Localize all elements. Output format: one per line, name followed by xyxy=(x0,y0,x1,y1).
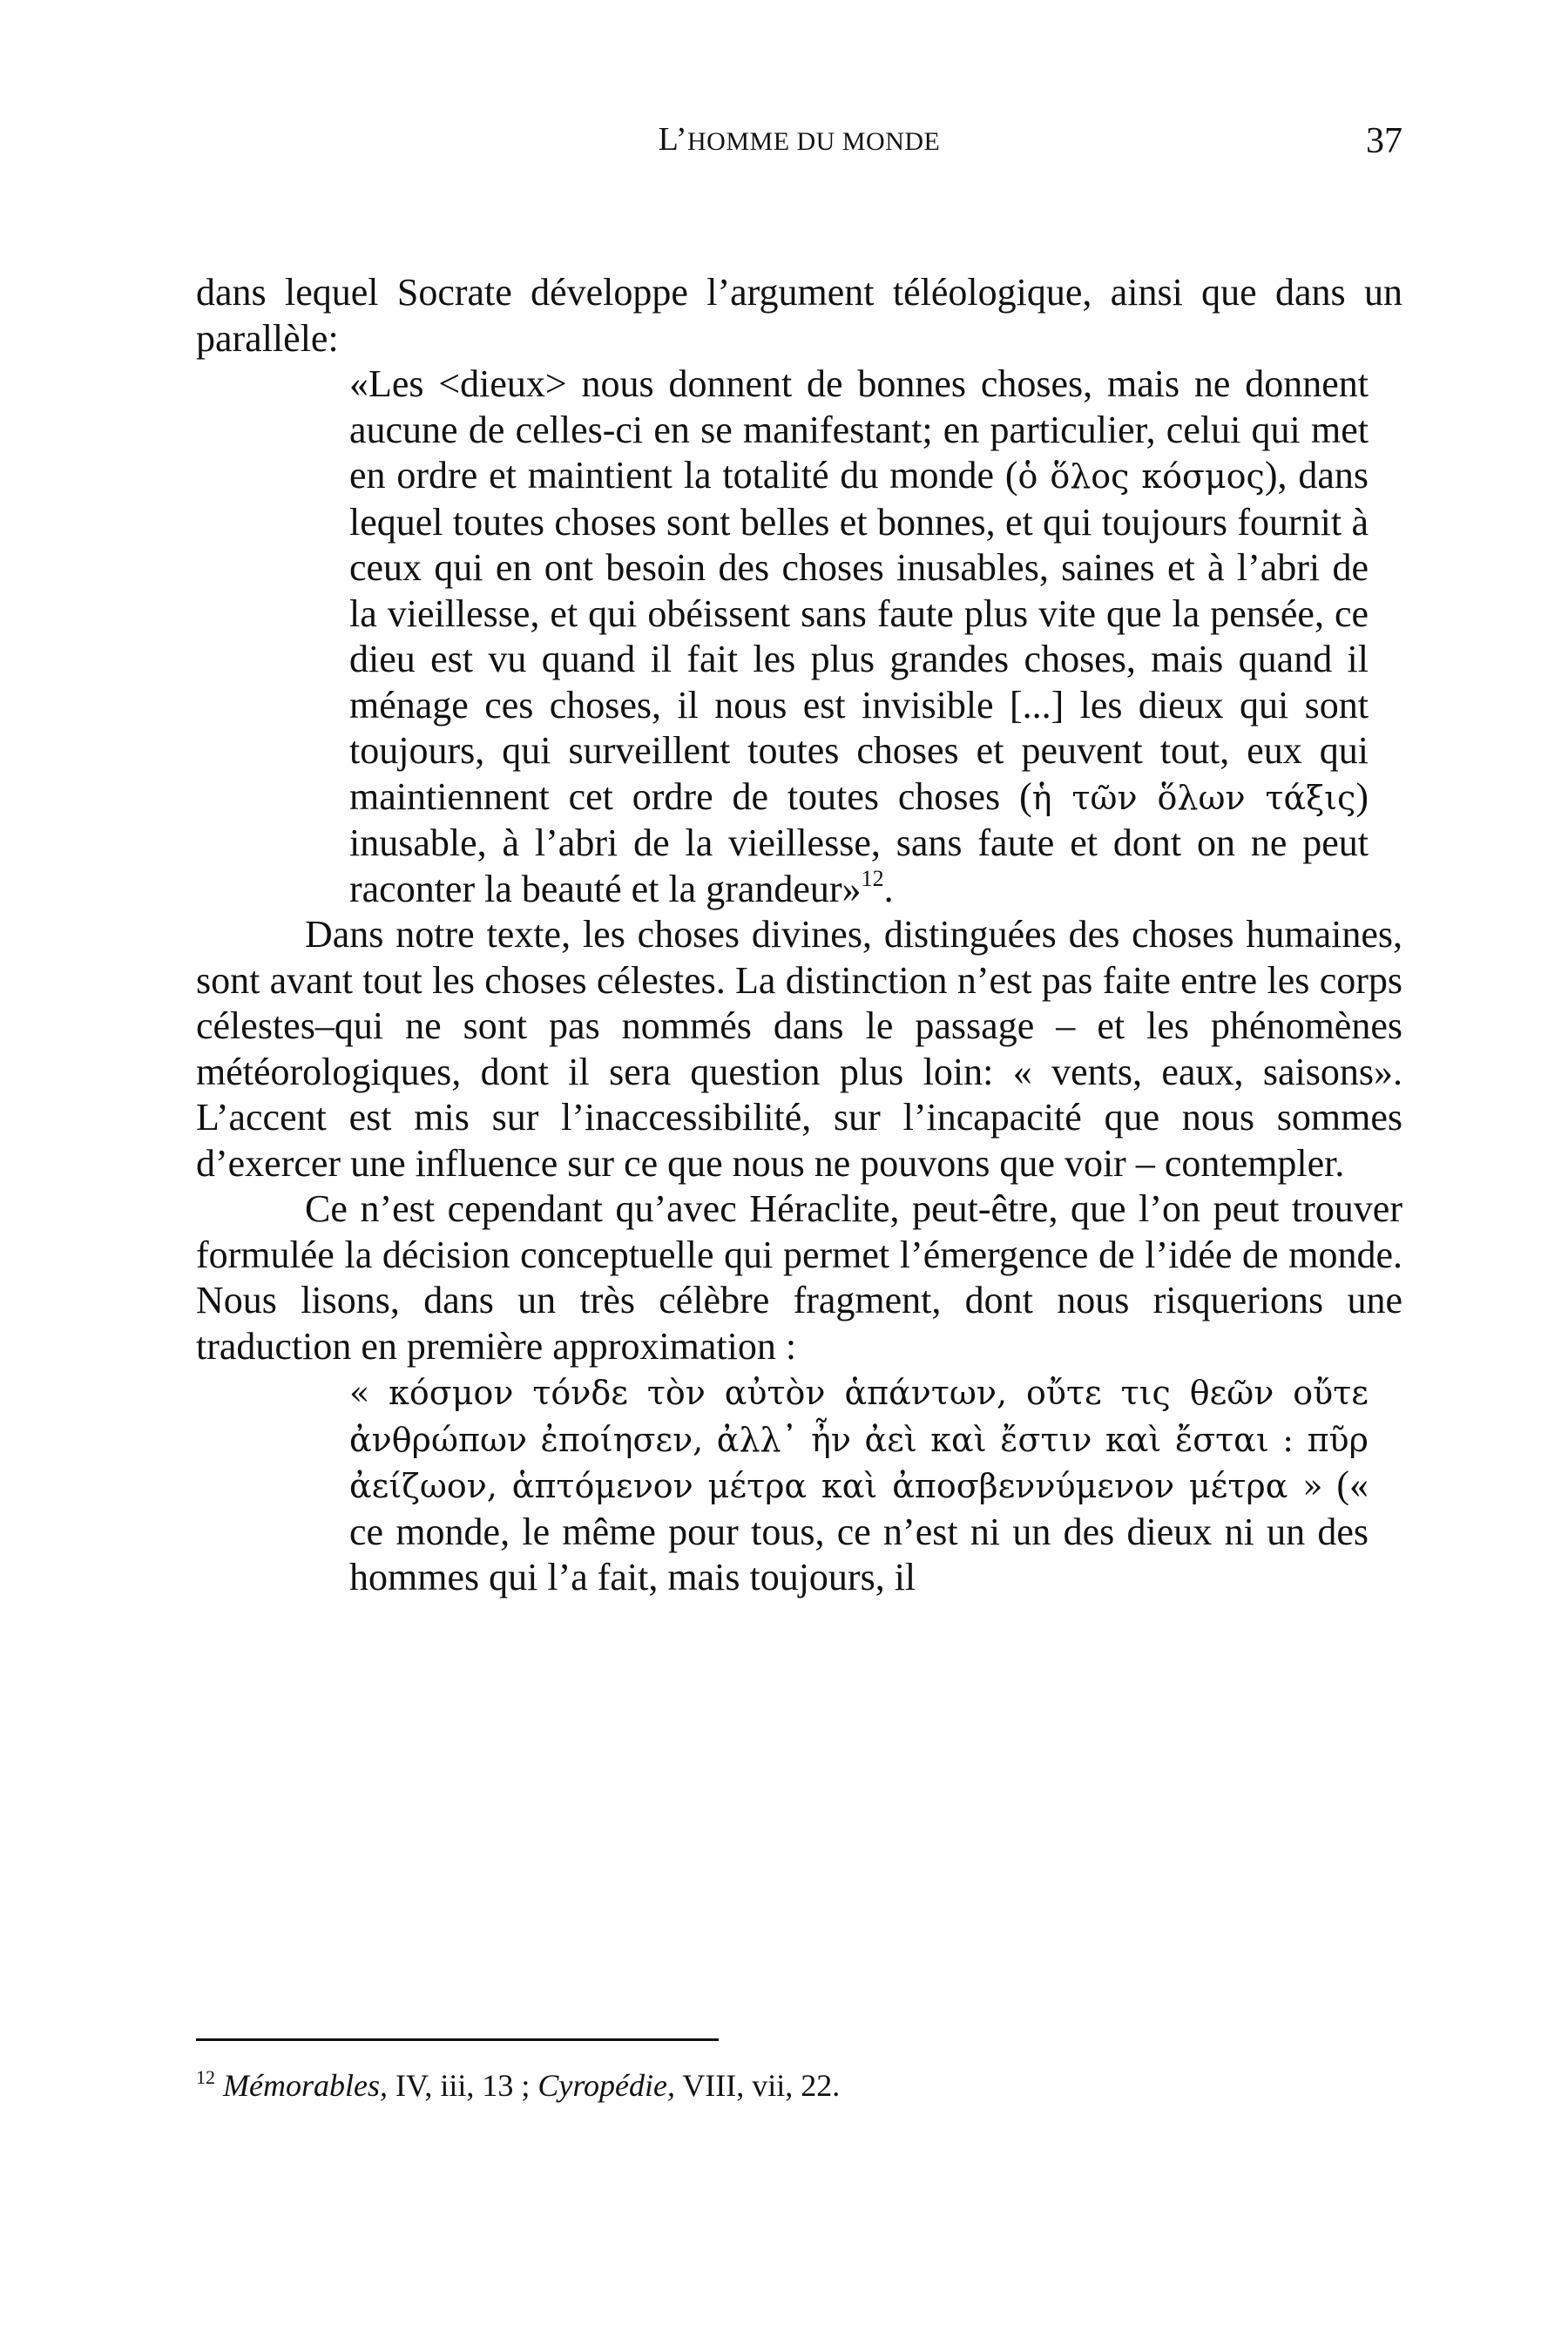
block-quote-xenophon xyxy=(349,362,1369,912)
paragraph-1: dans lequel Socrate développe l’argument téléologique, ainsi que dans un parallèle: xyxy=(196,271,1402,360)
greek-fragment: « κόσμον τόνδε τὸν αὐτὸν ἁπάντων, οὔτε τις θεῶν οὔτε ἀνθρώπων ἐποίησεν, ἀλλ᾽ ἦν ἀεὶ καὶ ἔστιν καὶ ἔσται : πῦρ ἀείζωον, ἁπτόμενον μέτρα καὶ ἀποσβεννύμενον μέτρα » xyxy=(349,1374,1369,1505)
fragment-translation: (« ce monde, le même pour tous, ce n’est ni un des dieux ni un des hommes qui l’a fait, mais toujours, il xyxy=(349,1463,1369,1598)
page-header xyxy=(196,120,1402,172)
body-text xyxy=(196,270,1402,1601)
footnote-work-memorables: Mémorables, xyxy=(223,2068,388,2103)
paragraph-3: Ce n’est cependant qu’avec Héraclite, peut-être, que l’on peut trouver formulée la décision conceptuelle qui permet l’émergence de l’idée de monde. Nous lisons, dans un très célèbre fragment, dont nous risquerions une traduction en première approximation : xyxy=(196,1187,1402,1368)
running-title-rest: HOMME DU MONDE xyxy=(687,127,941,156)
quote-end: . xyxy=(883,867,894,910)
greek-phrase-holos-kosmos: ὁ ὅλος κόσμος xyxy=(1017,457,1265,496)
footnote-ref-2: VIII, vii, 22. xyxy=(674,2068,841,2103)
page-number: 37 xyxy=(1366,121,1402,161)
footnote-number: 12 xyxy=(196,2066,215,2088)
paragraph-2: Dans notre texte, les choses divines, distinguées des choses humaines, sont avant tout les choses célestes. La distinction n’est pas faite entre les corps célestes–qui ne sont pas nommés dans le passage – et les phénomènes météorologiques, dont il sera question plus loin: « vents, eaux, saisons». L’accent est mis sur l’inaccessibilité, sur l’incapacité que nous sommes d’exercer une influence sur ce que nous ne pouvons que voir – contempler. xyxy=(196,913,1402,1185)
footnote-work-cyropedie: Cyropédie, xyxy=(537,2068,675,2103)
running-title xyxy=(196,120,1402,159)
quote-text-c: ) inusable, à l’abri de la vieillesse, sans faute et dont on ne peut raconter la beauté et la grandeur» xyxy=(349,774,1369,910)
block-quote-heraclitus xyxy=(349,1369,1369,1601)
running-title-initial: L’ xyxy=(658,121,688,158)
footnote-12 xyxy=(196,2066,840,2105)
quote-text-a: «Les <dieux> nous donnent de bonnes choses, mais ne donnent aucune de celles-ci en se manifestant; en particulier, celui qui met en ordre et maintient la totalité du monde ( xyxy=(349,362,1369,497)
footnote-reference[interactable]: 12 xyxy=(861,865,884,891)
footnote-divider xyxy=(196,2038,719,2041)
greek-phrase-taxis: ἡ τῶν ὅλων τάξις xyxy=(1031,778,1356,817)
footnote-ref-1: IV, iii, 13 ; xyxy=(387,2068,538,2103)
quote-text-b: ), dans lequel toutes choses sont belles et bonnes, et qui toujours fournit à ceux qui en ont besoin des choses inusables, saines et à l’abri de la vieillesse, et qui obéissent sans faute plus vite que la pensée, ce dieu est vu quand il fait les plus grandes choses, mais quand il ménage ces choses, il nous est invisible [...] les dieux qui sont toujours, qui surveillent toutes choses et peuvent tout, eux qui maintiennent cet ordre de toutes choses ( xyxy=(349,454,1369,818)
